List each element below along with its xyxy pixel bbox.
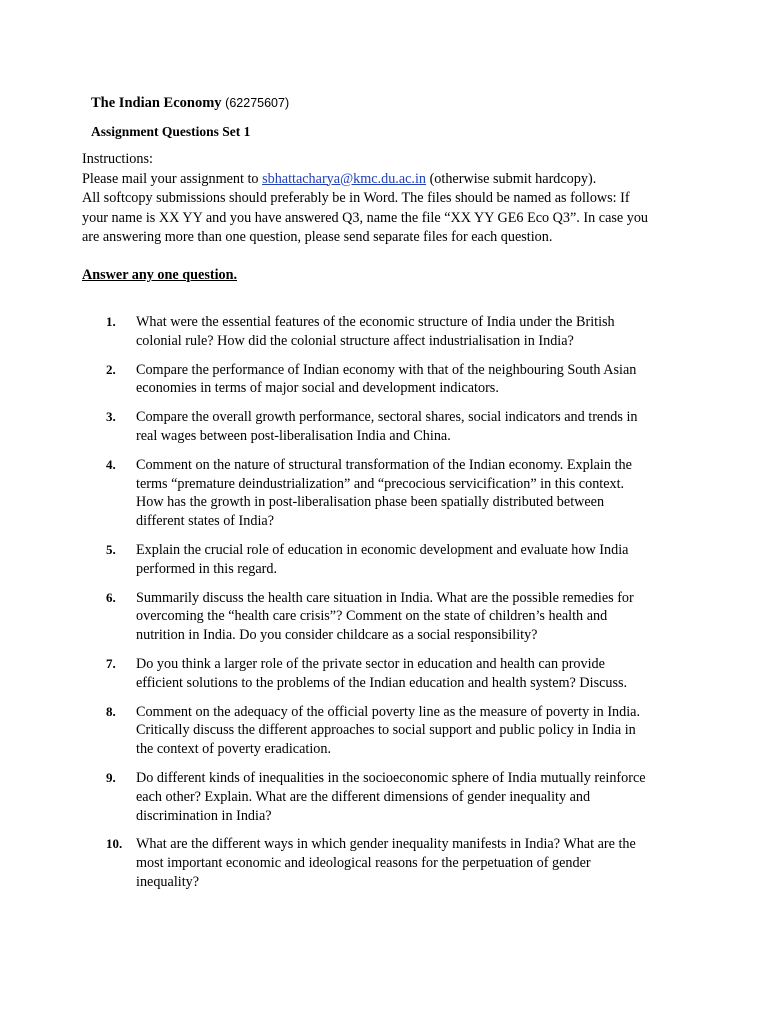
email-link[interactable]: sbhattacharya@kmc.du.ac.in (262, 170, 427, 187)
question-item (106, 456, 686, 531)
question-item (106, 835, 686, 891)
question-text-line: most important economic and ideological reasons for the perpetuation of gender (136, 855, 591, 872)
instructions-heading: Instructions: (82, 151, 153, 167)
question-text-line: Explain the crucial role of education in economic development and evaluate how India (136, 541, 629, 558)
question-number: 3. (106, 409, 116, 425)
question-number: 6. (106, 589, 116, 605)
question-number: 7. (106, 655, 116, 671)
question-item (106, 408, 686, 446)
question-item (106, 541, 686, 579)
question-number: 10. (106, 836, 123, 852)
question-text-line: Comment on the adequacy of the official poverty line as the measure of poverty in India. (136, 703, 641, 720)
question-text-line: What were the essential features of the economic structure of India under the British (136, 314, 615, 330)
instructions-mail-line (82, 170, 722, 190)
question-text-line: inequality? (136, 873, 200, 890)
question-list (106, 313, 686, 902)
question-text-line: real wages between post-liberalisation India and China. (136, 427, 451, 444)
question-text-line: Compare the performance of Indian economy with that of the neighbouring South Asian (136, 361, 637, 378)
assignment-subtitle: Assignment Questions Set 1 (91, 124, 251, 139)
question-number: 8. (106, 703, 116, 719)
question-text-line: terms “premature deindustrialization” and “precocious servicification” in this context. (136, 475, 625, 492)
instructions-line-4: are answering more than one question, please send separate files for each question. (82, 229, 553, 246)
course-title: The Indian Economy (91, 95, 222, 111)
question-text-line: efficient solutions to the problems of the Indian education and health system? Discuss. (136, 674, 628, 691)
question-text-line: overcoming the “health care crisis”? Comment on the state of children’s health and (136, 608, 608, 625)
document-title (91, 94, 289, 112)
instructions-block (82, 150, 722, 248)
mail-suffix-text: (otherwise submit hardcopy). (426, 170, 597, 187)
question-number: 9. (106, 769, 116, 785)
question-text-line: colonial rule? How did the colonial structure affect industrialisation in India? (136, 332, 574, 349)
answer-instruction: Answer any one question. (82, 267, 238, 283)
question-item (106, 769, 686, 825)
question-text-line: nutrition in India. Do you consider childcare as a social responsibility? (136, 627, 538, 644)
question-text-line: different states of India? (136, 513, 275, 530)
question-number: 4. (106, 456, 116, 472)
question-text-line: Do you think a larger role of the private sector in education and health can provide (136, 655, 605, 672)
question-item (106, 361, 686, 399)
question-text-line: each other? Explain. What are the different dimensions of gender inequality and (136, 788, 591, 805)
question-number: 1. (106, 314, 116, 329)
question-text-line: Comment on the nature of structural transformation of the Indian economy. Explain the (136, 456, 632, 473)
question-text-line: discrimination in India? (136, 807, 272, 824)
mail-prefix-text: Please mail your assignment to (82, 170, 263, 187)
instructions-line-3: your name is XX YY and you have answered Q3, name the file “XX YY GE6 Eco Q3”. In case you (82, 209, 649, 226)
question-number: 5. (106, 541, 116, 557)
question-text-line: performed in this regard. (136, 560, 278, 577)
question-text-line: Critically discuss the different approaches to social support and public policy in India in (136, 722, 636, 739)
question-text-line: the context of poverty eradication. (136, 741, 332, 758)
question-number: 2. (106, 361, 116, 377)
question-text-line: Summarily discuss the health care situation in India. What are the possible remedies for (136, 589, 634, 606)
question-item (106, 589, 686, 645)
course-code: (62275607) (225, 96, 290, 110)
question-text-line: economies in terms of major social and development indicators. (136, 380, 499, 397)
question-text-line: Compare the overall growth performance, sectoral shares, social indicators and trends in (136, 409, 638, 426)
question-text-line: What are the different ways in which gender inequality manifests in India? What are the (136, 836, 636, 853)
question-text-line: Do different kinds of inequalities in the socioeconomic sphere of India mutually reinforce (136, 769, 646, 786)
question-item (106, 313, 686, 351)
instructions-line-2: All softcopy submissions should preferably be in Word. The files should be named as follows: If (82, 190, 630, 207)
question-item (106, 703, 686, 759)
question-item (106, 655, 686, 693)
question-text-line: How has the growth in post-liberalisation phase been spatially distributed between (136, 494, 605, 511)
